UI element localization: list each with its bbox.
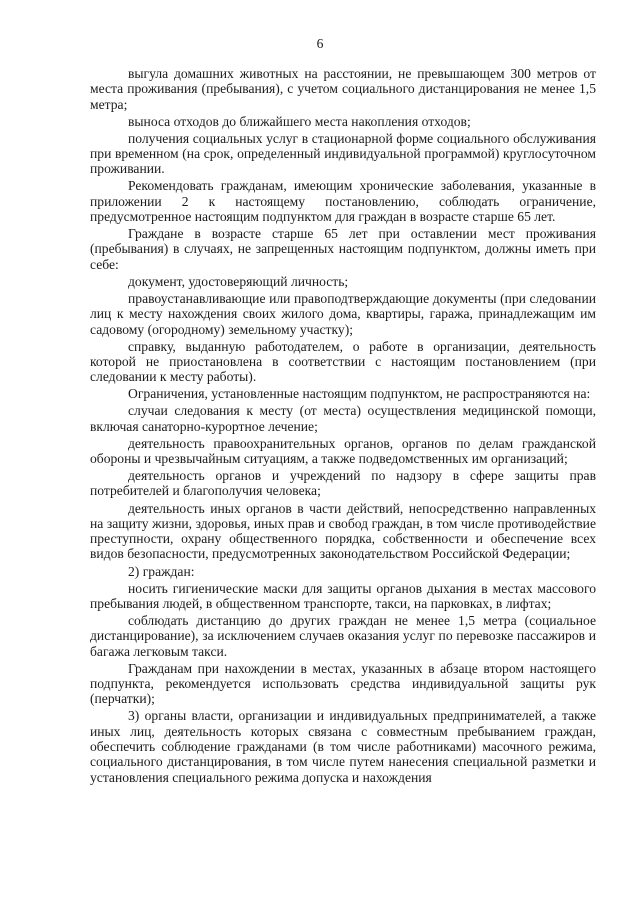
paragraph: Рекомендовать гражданам, имеющим хронические заболевания, указанные в приложении 2 к настоящему постановлению, соблюдать ограничение, предусмотренное настоящим подпунктом для граждан в возрасте старше 65 лет. xyxy=(90,178,596,225)
paragraph: документ, удостоверяющий личность; xyxy=(128,273,349,289)
paragraph: случаи следования к месту (от места) осуществления медицинской помощи, включая санаторно-курортное лечение; xyxy=(90,403,596,434)
paragraph: 3) органы власти, организации и индивидуальных предпринимателей, а также иных лиц, деятельность которых связана с совместным пребыванием граждан, обеспечить соблюдение гражданами (в том числе работниками) масочного режима, социального дистанцирования, в том числе путем нанесения специальной разметки и установления специального режима допуска и нахождения xyxy=(90,708,596,785)
paragraph: выноса отходов до ближайшего места накопления отходов; xyxy=(128,113,471,129)
paragraph: деятельность правоохранительных органов, органов по делам гражданской обороны и чрезвычайным ситуациям, а также подведомственных им организаций; xyxy=(90,435,596,467)
paragraph: носить гигиенические маски для защиты органов дыхания в местах массового пребывания людей, в общественном транспорте, такси, на парковках, в лифтах; xyxy=(90,580,596,611)
paragraph: деятельность органов и учреждений по надзору в сфере защиты прав потребителей и благополучия человека; xyxy=(90,468,596,499)
document-body xyxy=(90,66,596,787)
paragraph: Гражданам при нахождении в местах, указанных в абзаце втором настоящего подпункта, рекомендуется использовать средства индивидуальной защиты рук (перчатки); xyxy=(90,660,596,707)
paragraph: соблюдать дистанцию до других граждан не менее 1,5 метра (социальное дистанцирование), за исключением случаев оказания услуг по перевозке пассажиров и багажа легковым такси. xyxy=(90,613,596,659)
paragraph: выгула домашних животных на расстоянии, не превышающем 300 метров от места проживания (пребывания), с учетом социального дистанцирования не менее 1,5 метра; xyxy=(90,66,596,112)
paragraph: Граждане в возрасте старше 65 лет при оставлении мест проживания (пребывания) в случаях, не запрещенных настоящим подпунктом, должны иметь при себе: xyxy=(90,226,596,272)
paragraph: получения социальных услуг в стационарной форме социального обслуживания при временном (на срок, определенный индивидуальной программой) круглосуточном проживании. xyxy=(90,130,596,177)
paragraph: Ограничения, установленные настоящим подпунктом, не распространяются на: xyxy=(128,386,591,402)
paragraph: правоустанавливающие или правоподтверждающие документы (при следовании лиц к месту нахождения своих жилого дома, квартиры, гаража, принадлежащим им садовому (огородному) земельному участку); xyxy=(90,290,596,337)
page-number: 6 xyxy=(316,36,324,51)
paragraph: 2) граждан: xyxy=(128,563,195,579)
paragraph: справку, выданную работодателем, о работе в организации, деятельность которой не приостановлена в соответствии с настоящим постановлением (при следовании к месту работы). xyxy=(90,338,596,385)
paragraph: деятельность иных органов в части действий, непосредственно направленных на защиту жизни, здоровья, иных прав и свобод граждан, в том числе противодействие преступности, охрану общественного порядка, собственности и обеспечение всех видов безопасности, предусмотренных законодательством Российской Федерации; xyxy=(90,500,596,562)
